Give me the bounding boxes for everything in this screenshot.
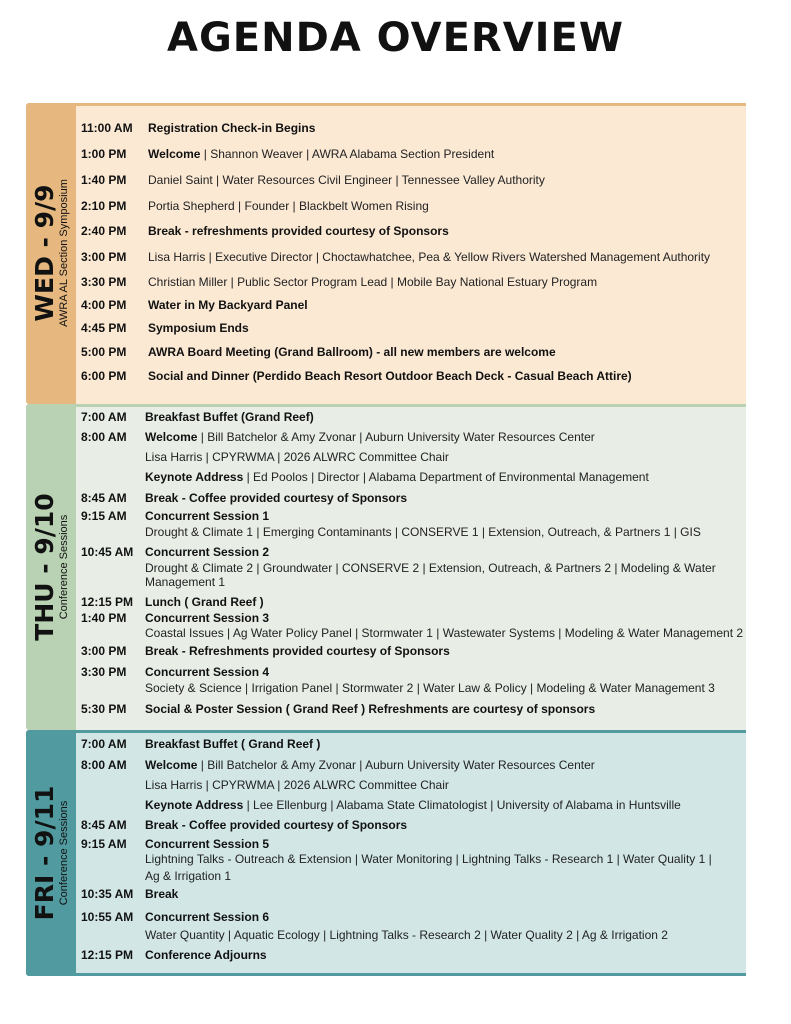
session-text	[145, 778, 449, 792]
day-label	[32, 786, 70, 921]
session-title: Concurrent Session 5	[145, 837, 270, 851]
session-text	[148, 275, 597, 289]
session-title: Social and Dinner (Perdido Beach Resort Outdoor Beach Deck - Casual Beach Attire)	[148, 369, 632, 383]
schedule-list	[76, 103, 746, 404]
session-text	[145, 575, 225, 589]
page-title: AGENDA OVERVIEW	[167, 15, 624, 61]
session-text	[145, 470, 649, 484]
session-time: 5:30 PM	[81, 702, 127, 716]
session-text	[145, 852, 712, 866]
session-text	[145, 509, 269, 523]
session-time: 10:35 AM	[81, 887, 134, 901]
session-time: 11:00 AM	[81, 121, 133, 135]
day-date: FRI - 9/11	[30, 785, 59, 921]
session-text	[145, 561, 716, 575]
session-text	[145, 887, 178, 901]
session-detail: Lightning Talks - Outreach & Extension | Water Monitoring | Lightning Talks - Research 1 | Water Quality 1 |	[145, 852, 712, 866]
session-title: Keynote Address	[145, 798, 244, 812]
session-time: 8:00 AM	[81, 758, 127, 772]
session-title: Lunch ( Grand Reef )	[145, 595, 264, 609]
day-subtitle: Conference Sessions	[58, 514, 70, 620]
session-text	[145, 644, 450, 658]
session-time: 12:15 PM	[81, 595, 134, 609]
session-title: Registration Check-in Begins	[148, 121, 316, 135]
session-title: Break - Coffee provided courtesy of Sponsors	[145, 491, 408, 505]
session-time: 9:15 AM	[81, 837, 127, 851]
session-time: 2:40 PM	[81, 224, 127, 238]
session-time: 10:55 AM	[81, 910, 134, 924]
session-title: Concurrent Session 6	[145, 910, 270, 924]
session-time: 12:15 PM	[81, 948, 134, 962]
session-detail: | Bill Batchelor & Amy Zvonar | Auburn University Water Resources Center	[197, 758, 595, 772]
session-text	[145, 595, 264, 609]
session-detail: Coastal Issues | Ag Water Policy Panel | Stormwater 1 | Wastewater Systems | Modeling & Water Management 2	[145, 626, 744, 640]
session-detail: Water Quantity | Aquatic Ecology | Lightning Talks - Research 2 | Water Quality 2 | Ag & Irrigation 2	[145, 928, 668, 942]
session-detail: Daniel Saint | Water Resources Civil Engineer | Tennessee Valley Authority	[148, 173, 545, 187]
session-detail: | Ed Poolos | Director | Alabama Department of Environmental Management	[243, 470, 649, 484]
day-label	[32, 179, 70, 327]
session-text	[148, 321, 249, 335]
session-text	[148, 369, 632, 383]
session-title: Break	[145, 887, 179, 901]
session-time: 8:45 AM	[81, 818, 127, 832]
session-time: 3:00 PM	[81, 644, 127, 658]
session-title: Welcome	[145, 758, 198, 772]
session-detail: Christian Miller | Public Sector Program Lead | Mobile Bay National Estuary Program	[148, 275, 598, 289]
session-time: 7:00 AM	[81, 737, 127, 751]
session-text	[145, 611, 269, 625]
session-detail: Drought & Climate 1 | Emerging Contaminants | CONSERVE 1 | Extension, Outreach, & Partners 1 | GIS	[145, 525, 701, 539]
session-text	[145, 928, 668, 942]
day-tab	[26, 404, 76, 730]
session-title: Concurrent Session 2	[145, 545, 270, 559]
session-text	[145, 737, 320, 751]
session-title: Concurrent Session 4	[145, 665, 270, 679]
session-text	[145, 491, 407, 505]
session-title: Breakfast Buffet ( Grand Reef )	[145, 737, 321, 751]
session-time: 3:00 PM	[81, 250, 127, 264]
day-date: WED - 9/9	[30, 184, 59, 322]
session-title: Break - refreshments provided courtesy of Sponsors	[148, 224, 449, 238]
divider	[26, 404, 746, 407]
session-time: 1:00 PM	[81, 147, 127, 161]
session-detail: Lisa Harris | CPYRWMA | 2026 ALWRC Committee Chair	[145, 450, 449, 464]
session-text	[145, 837, 269, 851]
session-time: 6:00 PM	[81, 369, 127, 383]
session-detail: Lisa Harris | CPYRWMA | 2026 ALWRC Committee Chair	[145, 778, 449, 792]
session-time: 3:30 PM	[81, 275, 127, 289]
day-subtitle: Conference Sessions	[58, 800, 70, 906]
day-block-thu	[26, 404, 746, 730]
session-text	[145, 681, 715, 695]
session-text	[145, 758, 595, 772]
session-text	[145, 948, 267, 962]
session-time: 10:45 AM	[81, 545, 134, 559]
session-detail: Society & Science | Irrigation Panel | Stormwater 2 | Water Law & Policy | Modeling & Water Management 3	[145, 681, 715, 695]
session-text	[145, 430, 595, 444]
session-title: Breakfast Buffet (Grand Reef)	[145, 410, 314, 424]
session-title: Keynote Address	[145, 470, 244, 484]
session-title: Concurrent Session 1	[145, 509, 270, 523]
session-time: 8:45 AM	[81, 491, 127, 505]
session-text	[145, 869, 231, 883]
session-text	[148, 147, 494, 161]
day-date: THU - 9/10	[30, 493, 59, 641]
session-time: 9:15 AM	[81, 509, 127, 523]
session-text	[145, 525, 701, 539]
session-time: 1:40 PM	[81, 173, 127, 187]
session-text	[145, 665, 269, 679]
session-text	[145, 626, 743, 640]
day-subtitle: AWRA AL Section Symposium	[58, 179, 70, 327]
schedule-list	[76, 730, 746, 976]
session-title: Welcome	[145, 430, 198, 444]
day-label	[32, 493, 70, 640]
session-detail: | Bill Batchelor & Amy Zvonar | Auburn University Water Resources Center	[197, 430, 595, 444]
session-time: 4:00 PM	[81, 298, 127, 312]
divider	[26, 973, 746, 976]
session-time: 5:00 PM	[81, 345, 127, 359]
session-text	[148, 250, 710, 264]
session-detail: Lisa Harris | Executive Director | Choctawhatchee, Pea & Yellow Rivers Watershed Management Authority	[148, 250, 711, 264]
session-detail: Ag & Irrigation 1	[145, 869, 232, 883]
session-title: Social & Poster Session ( Grand Reef ) Refreshments are courtesy of sponsors	[145, 702, 596, 716]
session-text	[148, 173, 545, 187]
session-detail: | Lee Ellenburg | Alabama State Climatologist | University of Alabama in Huntsville	[243, 798, 681, 812]
day-tab	[26, 730, 76, 976]
session-text	[145, 450, 449, 464]
session-title: Break - Refreshments provided courtesy of Sponsors	[145, 644, 450, 658]
divider	[26, 103, 746, 106]
session-text	[145, 410, 314, 424]
session-detail: Drought & Climate 2 | Groundwater | CONSERVE 2 | Extension, Outreach, & Partners 2 | Modeling & Water	[145, 561, 716, 575]
session-detail: Management 1	[145, 575, 226, 589]
session-text	[148, 224, 449, 238]
session-title: AWRA Board Meeting (Grand Ballroom) - all new members are welcome	[148, 345, 556, 359]
session-title: Break - Coffee provided courtesy of Sponsors	[145, 818, 408, 832]
session-time: 2:10 PM	[81, 199, 127, 213]
day-tab	[26, 103, 76, 404]
day-block-fri	[26, 730, 746, 976]
session-detail: Portia Shepherd | Founder | Blackbelt Women Rising	[148, 199, 429, 213]
day-block-wed	[26, 103, 746, 404]
schedule-list	[76, 404, 746, 730]
session-text	[145, 702, 595, 716]
session-text	[145, 545, 269, 559]
session-title: Conference Adjourns	[145, 948, 267, 962]
session-title: Water in My Backyard Panel	[148, 298, 308, 312]
session-text	[148, 345, 556, 359]
session-time: 3:30 PM	[81, 665, 127, 679]
session-time: 1:40 PM	[81, 611, 127, 625]
session-text	[148, 121, 315, 135]
session-title: Symposium Ends	[148, 321, 249, 335]
session-time: 8:00 AM	[81, 430, 127, 444]
session-time: 4:45 PM	[81, 321, 127, 335]
session-text	[145, 910, 269, 924]
divider	[26, 730, 746, 733]
session-text	[145, 798, 681, 812]
session-detail: | Shannon Weaver | AWRA Alabama Section President	[200, 147, 495, 161]
session-title: Welcome	[148, 147, 201, 161]
session-title: Concurrent Session 3	[145, 611, 270, 625]
session-text	[148, 298, 308, 312]
session-text	[148, 199, 429, 213]
session-text	[145, 818, 407, 832]
session-time: 7:00 AM	[81, 410, 127, 424]
